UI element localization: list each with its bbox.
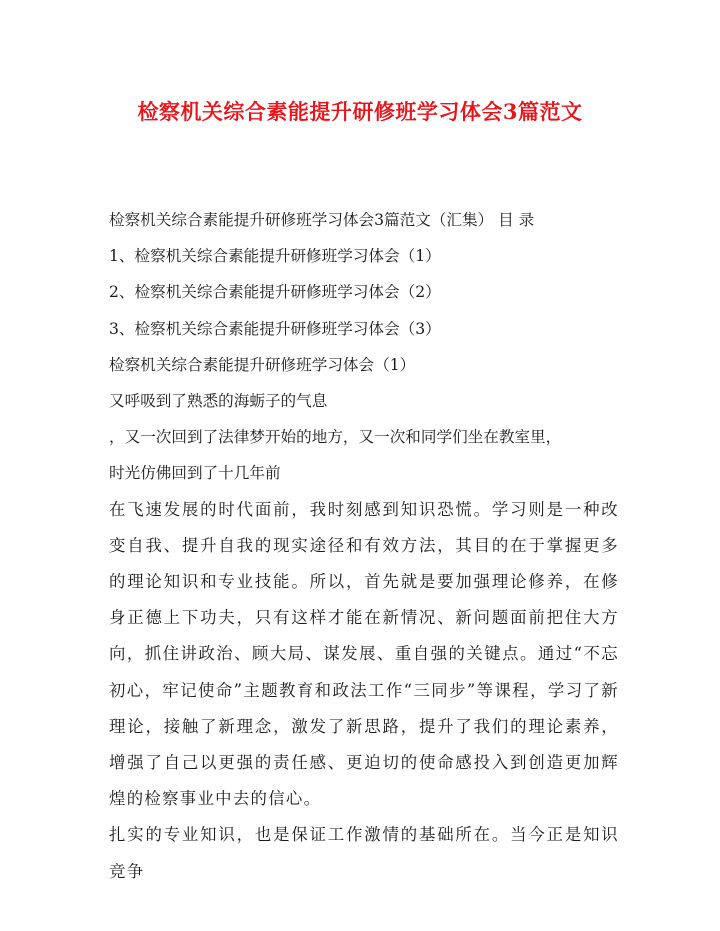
toc-item: 1、检察机关综合素能提升研修班学习体会（1）	[109, 247, 441, 266]
toc-item: 2、检察机关综合素能提升研修班学习体会（2）	[109, 283, 441, 302]
toc-item: 3、检察机关综合素能提升研修班学习体会（3）	[109, 319, 441, 338]
section-heading: 检察机关综合素能提升研修班学习体会（1）	[109, 355, 416, 374]
toc-heading: 检察机关综合素能提升研修班学习体会3篇范文（汇集） 目 录	[109, 211, 535, 229]
body-paragraph: 扎实的专业知识，也是保证工作激情的基础所在。当今正是知识竞争	[109, 825, 619, 881]
text-line: 又呼吸到了熟悉的海蛎子的气息	[109, 391, 328, 410]
text-line: 时光仿佛回到了十几年前	[109, 464, 281, 483]
text-line: ，又一次回到了法律梦开始的地方，又一次和同学们坐在教室里，	[109, 428, 562, 447]
body-paragraph: 在飞速发展的时代面前，我时刻感到知识恐慌。学习则是一种改变自我、提升自我的现实途径和有效方法，其目的在于掌握更多的理论知识和专业技能。所以，首先就是要加强理论修养，在修身正德上下功夫，只有这样才能在新情况、新问题面前把住大方向，抓住讲政治、顾大局、谋发展、重自强的关键点。通过“不忘初心，牢记使命”主题教育和政法工作“三同步”等课程，学习了新理论，接触了新理念，激发了新思路，提升了我们的理论素养，增强了自己以更强的责任感、更迫切的使命感投入到创造更加辉煌的检察事业中去的信心。	[109, 499, 619, 809]
document-title: 检察机关综合素能提升研修班学习体会3篇范文	[137, 99, 583, 124]
document-body	[109, 202, 619, 890]
